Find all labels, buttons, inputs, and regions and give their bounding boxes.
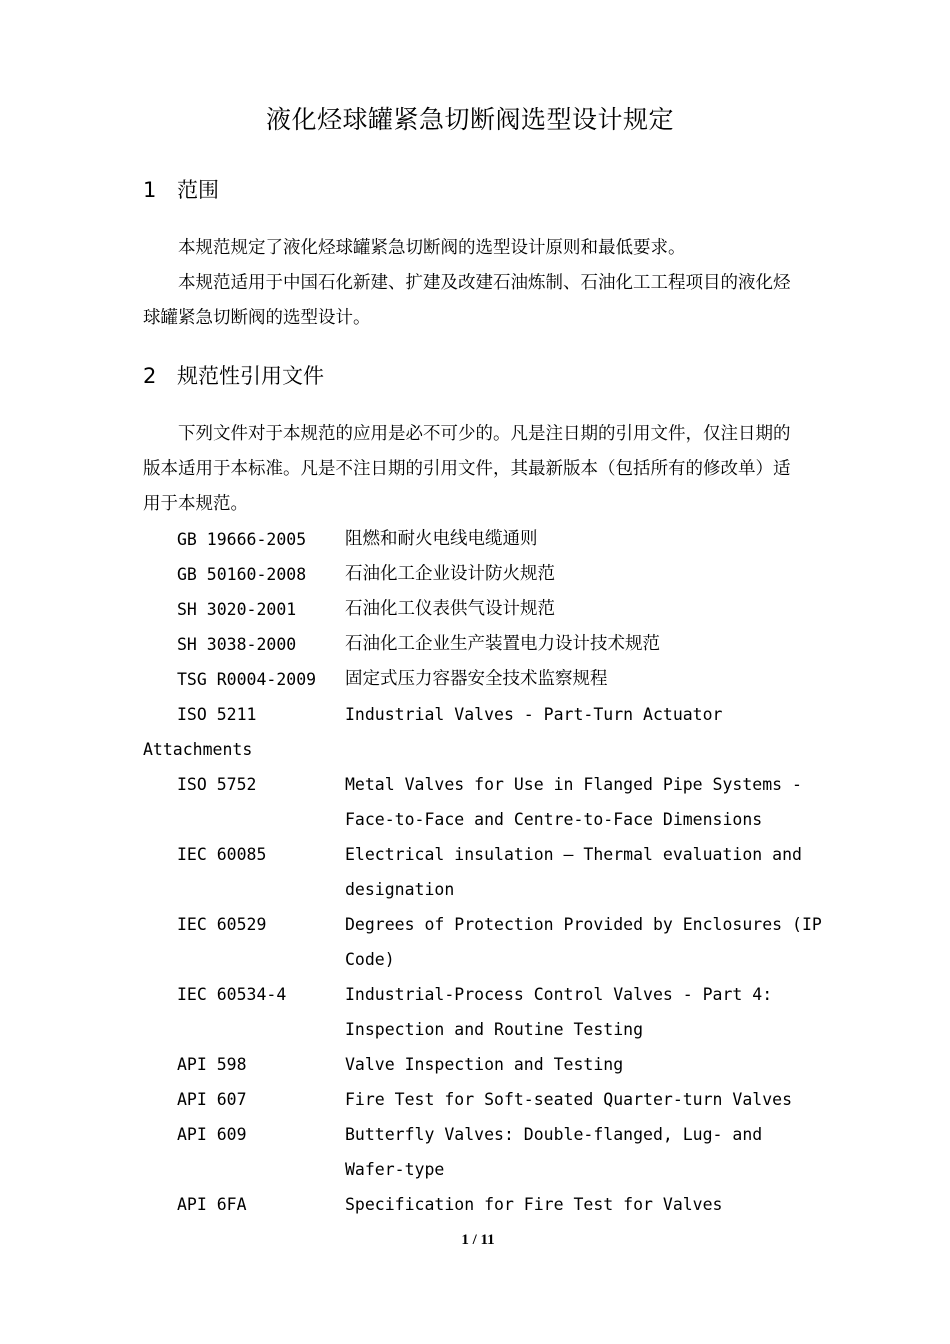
section-number: 2: [143, 364, 157, 388]
document-title: 液化烃球罐紧急切断阀选型设计规定: [265, 105, 674, 134]
page-number: 1 / 11: [461, 1232, 495, 1248]
section-1-paragraph-2: 本规范适用于中国石化新建、扩建及改建石油炼制、石油化工工程项目的液化烃球罐紧急切断阀的选型设计。: [143, 273, 791, 328]
reference-title: Specification for Fire Test for Valves: [345, 1195, 723, 1214]
section-1-paragraph-1: 本规范规定了液化烃球罐紧急切断阀的选型设计原则和最低要求。: [178, 238, 686, 258]
reference-title: 石油化工仪表供气设计规范: [345, 599, 555, 619]
section-2-paragraph-1: 下列文件对于本规范的应用是必不可少的。凡是注日期的引用文件，仅注日期的版本适用于本标准。凡是不注日期的引用文件，其最新版本（包括所有的修改单）适用于本规范。: [143, 424, 791, 514]
reference-title: Degrees of Protection Provided by Enclosures (IP: [345, 915, 822, 934]
reference-title-continuation: Code): [345, 950, 395, 969]
reference-code: IEC 60085: [177, 845, 267, 864]
reference-title-continuation: Face-to-Face and Centre-to-Face Dimensions: [345, 810, 763, 829]
reference-code: IEC 60529: [177, 915, 267, 934]
reference-title: Valve Inspection and Testing: [345, 1055, 624, 1074]
section-1-heading: [143, 174, 219, 204]
reference-code: API 6FA: [177, 1195, 247, 1214]
reference-title: Industrial-Process Control Valves - Part 4:: [345, 985, 773, 1004]
reference-title: Metal Valves for Use in Flanged Pipe Systems -: [345, 775, 802, 794]
reference-title: Industrial Valves - Part-Turn Actuator: [345, 705, 723, 724]
reference-title: Electrical insulation – Thermal evaluation and: [345, 845, 802, 864]
reference-code: API 598: [177, 1055, 247, 1074]
section-2-heading: [143, 360, 324, 390]
reference-code: SH 3038-2000: [177, 635, 297, 654]
reference-title: 石油化工企业设计防火规范: [345, 564, 555, 584]
reference-code: SH 3020-2001: [177, 600, 297, 619]
reference-code: API 609: [177, 1125, 247, 1144]
section-title: 规范性引用文件: [177, 364, 324, 388]
reference-title: 固定式压力容器安全技术监察规程: [345, 669, 608, 689]
reference-title-continuation: designation: [345, 880, 455, 899]
reference-code: IEC 60534-4: [177, 985, 287, 1004]
reference-code: ISO 5211: [177, 705, 257, 724]
reference-title-continuation: Attachments: [143, 740, 253, 759]
reference-code: TSG R0004-2009: [177, 670, 317, 689]
section-number: 1: [143, 178, 157, 202]
reference-title-continuation: Inspection and Routine Testing: [345, 1020, 644, 1039]
reference-code: ISO 5752: [177, 775, 257, 794]
reference-title: Butterfly Valves: Double-flanged, Lug- and: [345, 1125, 763, 1144]
reference-code: GB 50160-2008: [177, 565, 307, 584]
reference-title: 阻燃和耐火电线电缆通则: [345, 529, 538, 549]
reference-title: Fire Test for Soft-seated Quarter-turn Valves: [345, 1090, 793, 1109]
reference-title-continuation: Wafer-type: [345, 1160, 445, 1179]
reference-code: API 607: [177, 1090, 247, 1109]
reference-title: 石油化工企业生产装置电力设计技术规范: [345, 634, 660, 654]
section-title: 范围: [177, 178, 219, 202]
reference-code: GB 19666-2005: [177, 530, 307, 549]
